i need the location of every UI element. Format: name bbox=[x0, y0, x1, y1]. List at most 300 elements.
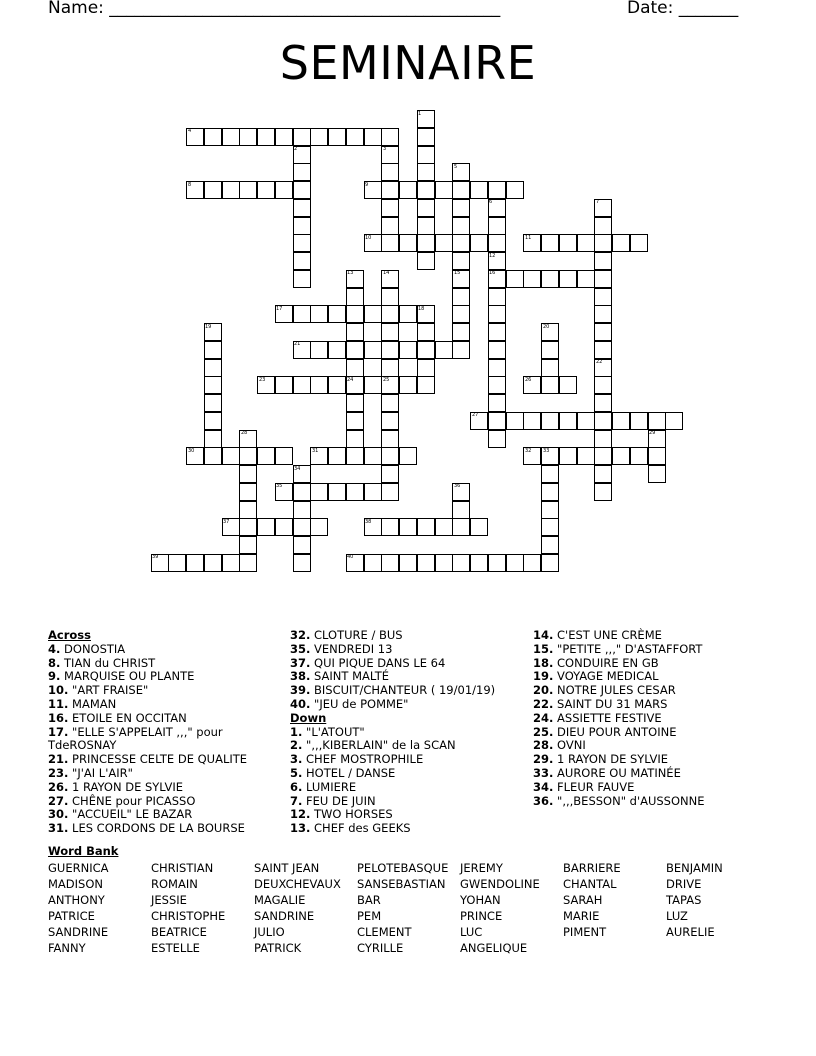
grid-cell[interactable] bbox=[204, 181, 222, 199]
grid-cell[interactable] bbox=[559, 447, 577, 465]
word-bank-word: PRINCE bbox=[460, 909, 503, 923]
grid-cell[interactable] bbox=[470, 181, 488, 199]
grid-cell[interactable] bbox=[328, 305, 346, 323]
clue-item-number: 19. bbox=[533, 669, 554, 684]
clue-item-number: 1. bbox=[290, 724, 303, 739]
grid-cell[interactable] bbox=[594, 270, 612, 288]
clue-item-number: 4. bbox=[48, 641, 61, 656]
grid-cell[interactable] bbox=[594, 394, 612, 412]
grid-cell[interactable] bbox=[559, 234, 577, 252]
grid-cell[interactable] bbox=[488, 554, 506, 572]
grid-cell[interactable] bbox=[381, 288, 399, 306]
clue-item-text: CONDUIRE EN GB bbox=[557, 655, 659, 670]
grid-cell[interactable] bbox=[594, 412, 612, 430]
clue-item-number: 29. bbox=[533, 752, 554, 767]
grid-cell[interactable] bbox=[293, 376, 311, 394]
grid-cell[interactable] bbox=[399, 181, 417, 199]
grid-cell[interactable] bbox=[452, 252, 470, 270]
grid-cell[interactable] bbox=[559, 412, 577, 430]
word-bank-word: JEREMY bbox=[460, 861, 503, 875]
clue-item bbox=[290, 822, 525, 836]
clue-number: 24 bbox=[347, 377, 354, 383]
clue-item-text: AURORE OU MATINÉE bbox=[557, 765, 681, 780]
clue-item bbox=[533, 670, 803, 684]
grid-cell[interactable] bbox=[594, 323, 612, 341]
grid-cell[interactable] bbox=[541, 518, 559, 536]
clue-number: 4 bbox=[188, 128, 192, 134]
word-bank-word: CLEMENT bbox=[357, 925, 412, 939]
grid-cell[interactable] bbox=[399, 341, 417, 359]
grid-cell[interactable] bbox=[594, 430, 612, 448]
grid-cell[interactable] bbox=[541, 501, 559, 519]
grid-cell[interactable] bbox=[222, 447, 240, 465]
grid-cell[interactable] bbox=[381, 217, 399, 235]
clue-item-text: ETOILE EN OCCITAN bbox=[72, 710, 187, 725]
grid-cell[interactable] bbox=[346, 412, 364, 430]
clue-item bbox=[290, 808, 525, 822]
grid-cell[interactable] bbox=[204, 341, 222, 359]
word-bank-word: SANSEBASTIAN bbox=[357, 877, 446, 891]
clue-item bbox=[533, 739, 803, 753]
clue-item-text: ",,,BESSON" d'AUSSONNE bbox=[557, 793, 705, 808]
clue-item-number: 15. bbox=[533, 641, 554, 656]
clue-number: 12 bbox=[489, 253, 496, 259]
grid-cell[interactable] bbox=[541, 341, 559, 359]
grid-cell[interactable] bbox=[399, 305, 417, 323]
grid-cell[interactable] bbox=[204, 376, 222, 394]
clue-item bbox=[48, 822, 280, 836]
clue-item bbox=[48, 753, 280, 767]
grid-cell[interactable] bbox=[452, 217, 470, 235]
grid-cell[interactable] bbox=[452, 501, 470, 519]
grid-cell[interactable] bbox=[417, 146, 435, 164]
grid-cell[interactable] bbox=[594, 341, 612, 359]
grid-cell[interactable] bbox=[417, 554, 435, 572]
name-line[interactable]: Name: ______________________________________________ bbox=[48, 0, 501, 18]
clue-item-text: BISCUIT/CHANTEUR ( 19/01/19) bbox=[314, 683, 496, 698]
grid-cell[interactable] bbox=[293, 305, 311, 323]
grid-cell[interactable] bbox=[541, 536, 559, 554]
clue-number: 5 bbox=[454, 164, 458, 170]
clue-item-text: "PETITE ,,," D'ASTAFFORT bbox=[557, 641, 703, 656]
grid-cell[interactable] bbox=[541, 483, 559, 501]
grid-cell[interactable] bbox=[417, 181, 435, 199]
clue-item-text: MAMAN bbox=[72, 696, 117, 711]
clue-item-number: 14. bbox=[533, 628, 554, 642]
clue-item-number: 38. bbox=[290, 669, 311, 684]
grid-cell[interactable] bbox=[204, 359, 222, 377]
grid-cell[interactable] bbox=[399, 447, 417, 465]
word-bank-word: SAINT JEAN bbox=[254, 861, 320, 875]
word-bank-word: TAPAS bbox=[666, 893, 702, 907]
word-bank-word: BAR bbox=[357, 893, 381, 907]
grid-cell[interactable] bbox=[452, 341, 470, 359]
grid-cell[interactable] bbox=[452, 518, 470, 536]
clue-item-number: 20. bbox=[533, 683, 554, 698]
clue-item-text: DIEU POUR ANTOINE bbox=[557, 724, 677, 739]
grid-cell[interactable] bbox=[381, 323, 399, 341]
clue-number: 16 bbox=[489, 270, 496, 276]
grid-cell[interactable] bbox=[417, 234, 435, 252]
word-bank-column bbox=[460, 860, 540, 956]
grid-cell[interactable] bbox=[381, 483, 399, 501]
grid-cell[interactable] bbox=[222, 128, 240, 146]
grid-cell[interactable] bbox=[523, 554, 541, 572]
grid-cell[interactable] bbox=[594, 217, 612, 235]
clue-item-number: 9. bbox=[48, 669, 61, 684]
grid-cell[interactable] bbox=[417, 217, 435, 235]
clue-item-text: ASSIETTE FESTIVE bbox=[557, 710, 662, 725]
grid-cell[interactable] bbox=[186, 554, 204, 572]
word-bank-word: CHRISTIAN bbox=[151, 861, 214, 875]
date-line[interactable]: Date: _______ bbox=[627, 0, 739, 18]
grid-cell[interactable] bbox=[204, 128, 222, 146]
page-title: SEMINAIRE bbox=[279, 36, 537, 90]
grid-cell[interactable] bbox=[435, 341, 453, 359]
grid-cell[interactable] bbox=[577, 234, 595, 252]
grid-cell[interactable] bbox=[452, 199, 470, 217]
word-bank-word: MARIE bbox=[563, 909, 600, 923]
grid-cell[interactable] bbox=[293, 518, 311, 536]
grid-cell[interactable] bbox=[293, 163, 311, 181]
grid-cell[interactable] bbox=[204, 430, 222, 448]
grid-cell[interactable] bbox=[417, 163, 435, 181]
grid-cell[interactable] bbox=[452, 554, 470, 572]
clue-item bbox=[48, 726, 280, 754]
grid-cell[interactable] bbox=[364, 376, 382, 394]
clue-item-text: MARQUISE OU PLANTE bbox=[64, 669, 195, 684]
grid-cell[interactable] bbox=[594, 252, 612, 270]
grid-cell[interactable] bbox=[612, 234, 630, 252]
clue-number: 28 bbox=[241, 430, 248, 436]
grid-cell[interactable] bbox=[452, 234, 470, 252]
clue-item bbox=[48, 657, 280, 671]
grid-cell[interactable] bbox=[506, 270, 524, 288]
grid-cell[interactable] bbox=[257, 181, 275, 199]
clue-item-number: 39. bbox=[290, 683, 311, 698]
grid-cell[interactable] bbox=[381, 341, 399, 359]
clue-item-number: 21. bbox=[48, 752, 69, 767]
grid-cell[interactable] bbox=[523, 270, 541, 288]
grid-cell[interactable] bbox=[577, 412, 595, 430]
grid-cell[interactable] bbox=[435, 181, 453, 199]
clue-item-text: TWO HORSES bbox=[314, 807, 393, 822]
grid-cell[interactable] bbox=[435, 518, 453, 536]
clue-item-number: 34. bbox=[533, 779, 554, 794]
grid-cell[interactable] bbox=[293, 483, 311, 501]
grid-cell[interactable] bbox=[293, 199, 311, 217]
grid-cell[interactable] bbox=[381, 359, 399, 377]
grid-cell[interactable] bbox=[541, 359, 559, 377]
grid-cell[interactable] bbox=[435, 554, 453, 572]
grid-cell[interactable] bbox=[275, 376, 293, 394]
clue-number: 29 bbox=[649, 430, 656, 436]
grid-cell[interactable] bbox=[541, 554, 559, 572]
clue-item-text: OVNI bbox=[557, 738, 586, 753]
grid-cell[interactable] bbox=[364, 341, 382, 359]
grid-cell[interactable] bbox=[594, 234, 612, 252]
grid-cell[interactable] bbox=[381, 234, 399, 252]
clue-number: 26 bbox=[525, 377, 532, 383]
grid-cell[interactable] bbox=[470, 554, 488, 572]
clue-item-number: 11. bbox=[48, 696, 69, 711]
grid-cell[interactable] bbox=[648, 447, 666, 465]
grid-cell[interactable] bbox=[488, 376, 506, 394]
clue-item-number: 32. bbox=[290, 628, 311, 642]
clue-item-text: CHEF des GEEKS bbox=[314, 821, 411, 836]
grid-cell[interactable] bbox=[222, 181, 240, 199]
word-bank-word: ROMAIN bbox=[151, 877, 198, 891]
grid-cell[interactable] bbox=[222, 554, 240, 572]
grid-cell[interactable] bbox=[452, 181, 470, 199]
grid-cell[interactable] bbox=[310, 483, 328, 501]
grid-cell[interactable] bbox=[541, 376, 559, 394]
grid-cell[interactable] bbox=[488, 359, 506, 377]
grid-cell[interactable] bbox=[470, 234, 488, 252]
clue-item bbox=[533, 795, 803, 809]
grid-cell[interactable] bbox=[239, 501, 257, 519]
grid-cell[interactable] bbox=[399, 518, 417, 536]
grid-cell[interactable] bbox=[381, 163, 399, 181]
clue-number: 21 bbox=[294, 341, 301, 347]
grid-cell[interactable] bbox=[239, 518, 257, 536]
grid-cell[interactable] bbox=[381, 199, 399, 217]
grid-cell[interactable] bbox=[594, 288, 612, 306]
grid-cell[interactable] bbox=[346, 288, 364, 306]
grid-cell[interactable] bbox=[488, 217, 506, 235]
grid-cell[interactable] bbox=[328, 341, 346, 359]
grid-cell[interactable] bbox=[506, 412, 524, 430]
grid-cell[interactable] bbox=[523, 412, 541, 430]
clue-item-number: 18. bbox=[533, 655, 554, 670]
clue-item-number: 8. bbox=[48, 655, 61, 670]
grid-cell[interactable] bbox=[257, 128, 275, 146]
grid-cell[interactable] bbox=[381, 305, 399, 323]
grid-cell[interactable] bbox=[541, 270, 559, 288]
grid-cell[interactable] bbox=[488, 412, 506, 430]
grid-cell[interactable] bbox=[204, 447, 222, 465]
grid-cell[interactable] bbox=[470, 518, 488, 536]
grid-cell[interactable] bbox=[417, 252, 435, 270]
grid-cell[interactable] bbox=[541, 412, 559, 430]
grid-cell[interactable] bbox=[381, 181, 399, 199]
grid-cell[interactable] bbox=[594, 376, 612, 394]
grid-cell[interactable] bbox=[417, 359, 435, 377]
grid-cell[interactable] bbox=[417, 128, 435, 146]
grid-cell[interactable] bbox=[293, 252, 311, 270]
grid-cell[interactable] bbox=[559, 270, 577, 288]
grid-cell[interactable] bbox=[488, 234, 506, 252]
grid-cell[interactable] bbox=[452, 288, 470, 306]
grid-cell[interactable] bbox=[612, 447, 630, 465]
grid-cell[interactable] bbox=[506, 181, 524, 199]
grid-cell[interactable] bbox=[293, 181, 311, 199]
grid-cell[interactable] bbox=[452, 323, 470, 341]
grid-cell[interactable] bbox=[239, 447, 257, 465]
clue-item bbox=[533, 643, 803, 657]
clue-item-text: NOTRE JULES CESAR bbox=[557, 683, 676, 698]
grid-cell[interactable] bbox=[257, 518, 275, 536]
grid-cell[interactable] bbox=[577, 447, 595, 465]
grid-cell[interactable] bbox=[204, 394, 222, 412]
clue-item-text: "ART FRAISE" bbox=[72, 683, 149, 698]
word-bank-word: PEM bbox=[357, 909, 382, 923]
grid-cell[interactable] bbox=[293, 536, 311, 554]
clue-item bbox=[290, 781, 525, 795]
grid-cell[interactable] bbox=[275, 447, 293, 465]
grid-cell[interactable] bbox=[648, 465, 666, 483]
grid-cell[interactable] bbox=[488, 323, 506, 341]
clue-number: 10 bbox=[365, 235, 372, 241]
grid-cell[interactable] bbox=[399, 234, 417, 252]
grid-cell[interactable] bbox=[328, 376, 346, 394]
clue-number: 17 bbox=[276, 306, 283, 312]
grid-cell[interactable] bbox=[328, 128, 346, 146]
grid-cell[interactable] bbox=[239, 465, 257, 483]
grid-cell[interactable] bbox=[648, 412, 666, 430]
grid-cell[interactable] bbox=[275, 128, 293, 146]
grid-cell[interactable] bbox=[417, 199, 435, 217]
clue-item-number: 3. bbox=[290, 752, 303, 767]
grid-cell[interactable] bbox=[310, 128, 328, 146]
grid-cell[interactable] bbox=[417, 323, 435, 341]
grid-cell[interactable] bbox=[364, 305, 382, 323]
grid-cell[interactable] bbox=[381, 412, 399, 430]
grid-cell[interactable] bbox=[293, 270, 311, 288]
word-bank-word: MADISON bbox=[48, 877, 103, 891]
grid-cell[interactable] bbox=[665, 412, 683, 430]
grid-cell[interactable] bbox=[381, 430, 399, 448]
grid-cell[interactable] bbox=[310, 376, 328, 394]
clue-number: 15 bbox=[454, 270, 461, 276]
grid-cell[interactable] bbox=[310, 518, 328, 536]
grid-cell[interactable] bbox=[346, 341, 364, 359]
grid-cell[interactable] bbox=[346, 359, 364, 377]
grid-cell[interactable] bbox=[204, 412, 222, 430]
grid-cell[interactable] bbox=[346, 483, 364, 501]
grid-cell[interactable] bbox=[559, 376, 577, 394]
grid-cell[interactable] bbox=[399, 554, 417, 572]
grid-cell[interactable] bbox=[293, 501, 311, 519]
grid-cell[interactable] bbox=[310, 341, 328, 359]
grid-cell[interactable] bbox=[594, 483, 612, 501]
grid-cell[interactable] bbox=[488, 305, 506, 323]
grid-cell[interactable] bbox=[417, 376, 435, 394]
grid-cell[interactable] bbox=[630, 234, 648, 252]
grid-cell[interactable] bbox=[293, 234, 311, 252]
grid-cell[interactable] bbox=[452, 305, 470, 323]
clue-item-text: FLEUR FAUVE bbox=[557, 779, 635, 794]
grid-cell[interactable] bbox=[381, 518, 399, 536]
grid-cell[interactable] bbox=[239, 181, 257, 199]
grid-cell[interactable] bbox=[630, 412, 648, 430]
grid-cell[interactable] bbox=[239, 554, 257, 572]
grid-cell[interactable] bbox=[381, 465, 399, 483]
grid-cell[interactable] bbox=[204, 554, 222, 572]
grid-cell[interactable] bbox=[346, 305, 364, 323]
clue-item bbox=[48, 698, 280, 712]
grid-cell[interactable] bbox=[328, 483, 346, 501]
grid-cell[interactable] bbox=[293, 217, 311, 235]
grid-cell[interactable] bbox=[275, 518, 293, 536]
clues-column-3 bbox=[533, 629, 803, 808]
grid-cell[interactable] bbox=[346, 430, 364, 448]
clue-item-text: VOYAGE MEDICAL bbox=[557, 669, 659, 684]
grid-cell[interactable] bbox=[594, 465, 612, 483]
grid-cell[interactable] bbox=[488, 288, 506, 306]
grid-cell[interactable] bbox=[506, 554, 524, 572]
grid-cell[interactable] bbox=[541, 465, 559, 483]
grid-cell[interactable] bbox=[381, 394, 399, 412]
grid-cell[interactable] bbox=[488, 341, 506, 359]
grid-cell[interactable] bbox=[346, 128, 364, 146]
clue-item-text: VENDREDI 13 bbox=[314, 641, 393, 656]
word-bank-column bbox=[48, 860, 108, 956]
grid-cell[interactable] bbox=[293, 128, 311, 146]
grid-cell[interactable] bbox=[630, 447, 648, 465]
grid-cell[interactable] bbox=[381, 128, 399, 146]
grid-cell[interactable] bbox=[257, 447, 275, 465]
grid-cell[interactable] bbox=[435, 234, 453, 252]
grid-cell[interactable] bbox=[239, 128, 257, 146]
grid-cell[interactable] bbox=[293, 554, 311, 572]
grid-cell[interactable] bbox=[346, 394, 364, 412]
grid-cell[interactable] bbox=[577, 270, 595, 288]
word-bank-word: SANDRINE bbox=[48, 925, 109, 939]
grid-cell[interactable] bbox=[364, 447, 382, 465]
grid-cell[interactable] bbox=[310, 305, 328, 323]
grid-cell[interactable] bbox=[239, 483, 257, 501]
clue-item-number: 25. bbox=[533, 724, 554, 739]
grid-cell[interactable] bbox=[328, 447, 346, 465]
grid-cell[interactable] bbox=[364, 128, 382, 146]
clue-number: 14 bbox=[383, 270, 390, 276]
grid-cell[interactable] bbox=[399, 376, 417, 394]
grid-cell[interactable] bbox=[346, 447, 364, 465]
word-bank-word: DEUXCHEVAUX bbox=[254, 877, 341, 891]
grid-cell[interactable] bbox=[275, 181, 293, 199]
grid-cell[interactable] bbox=[488, 430, 506, 448]
clue-item-number: 40. bbox=[290, 696, 311, 711]
grid-cell[interactable] bbox=[417, 341, 435, 359]
clue-item-number: 28. bbox=[533, 738, 554, 753]
word-bank-word: PELOTEBASQUE bbox=[357, 861, 449, 875]
word-bank-word: BARRIERE bbox=[563, 861, 621, 875]
grid-cell[interactable] bbox=[168, 554, 186, 572]
grid-cell[interactable] bbox=[381, 554, 399, 572]
clue-number: 1 bbox=[418, 111, 422, 117]
grid-cell[interactable] bbox=[364, 554, 382, 572]
grid-cell[interactable] bbox=[488, 394, 506, 412]
clue-item bbox=[48, 781, 280, 795]
grid-cell[interactable] bbox=[594, 305, 612, 323]
word-bank-word: GWENDOLINE bbox=[460, 877, 540, 891]
grid-cell[interactable] bbox=[381, 447, 399, 465]
grid-cell[interactable] bbox=[541, 234, 559, 252]
clue-item-text: FEU DE JUIN bbox=[306, 793, 376, 808]
grid-cell[interactable] bbox=[417, 518, 435, 536]
word-bank-word: CHRISTOPHE bbox=[151, 909, 226, 923]
grid-cell[interactable] bbox=[364, 483, 382, 501]
grid-cell[interactable] bbox=[594, 447, 612, 465]
grid-cell[interactable] bbox=[239, 536, 257, 554]
clue-item-number: 30. bbox=[48, 807, 69, 822]
grid-cell[interactable] bbox=[488, 181, 506, 199]
word-bank-word: ESTELLE bbox=[151, 941, 200, 955]
clue-number: 20 bbox=[543, 324, 550, 330]
grid-cell[interactable] bbox=[612, 412, 630, 430]
grid-cell[interactable] bbox=[346, 323, 364, 341]
